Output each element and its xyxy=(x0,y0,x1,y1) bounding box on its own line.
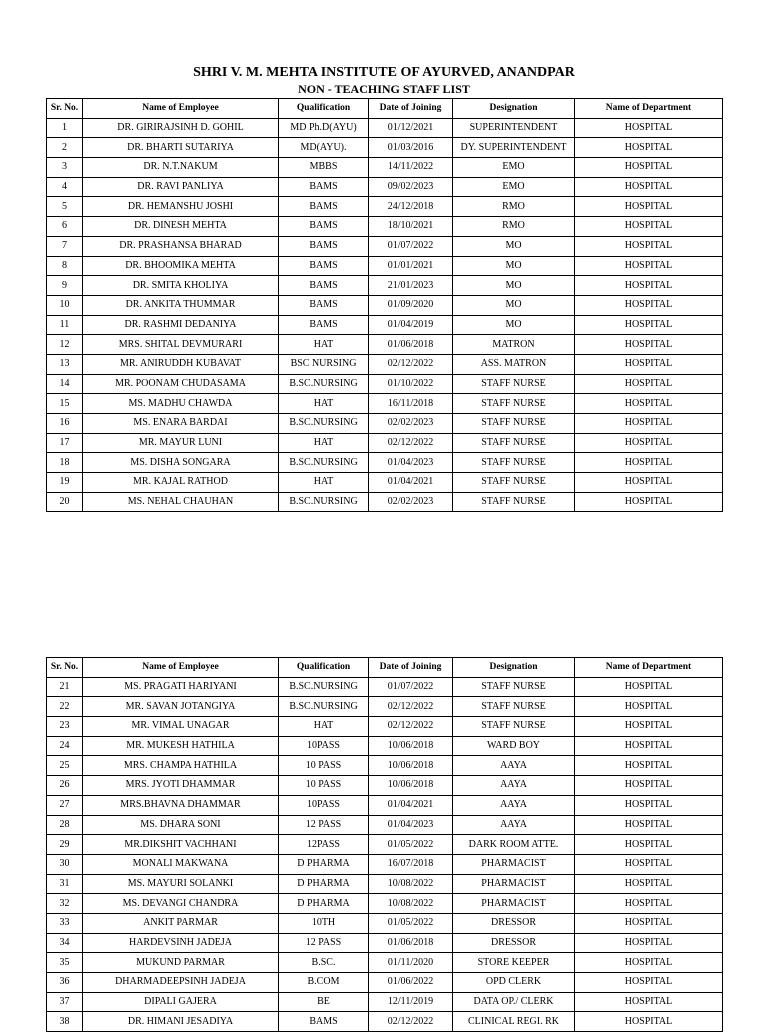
cell-qualification: B.SC.NURSING xyxy=(279,374,369,394)
cell-designation: EMO xyxy=(453,177,575,197)
table-row xyxy=(47,177,723,197)
cell-department: HOSPITAL xyxy=(575,736,723,756)
cell-designation: DRESSOR xyxy=(453,913,575,933)
cell-qualification: HAT xyxy=(279,717,369,737)
table-row xyxy=(47,374,723,394)
cell-date-of-joining: 10/08/2022 xyxy=(369,894,453,914)
cell-employee-name: MRS. CHAMPA HATHILA xyxy=(83,756,279,776)
cell-designation: MO xyxy=(453,295,575,315)
cell-qualification: MD Ph.D(AYU) xyxy=(279,118,369,138)
table-row xyxy=(47,992,723,1012)
cell-sr-no: 20 xyxy=(47,492,83,512)
cell-employee-name: MS. ENARA BARDAI xyxy=(83,414,279,434)
cell-department: HOSPITAL xyxy=(575,295,723,315)
cell-qualification: HAT xyxy=(279,394,369,414)
cell-designation: ASS. MATRON xyxy=(453,354,575,374)
cell-date-of-joining: 02/02/2023 xyxy=(369,414,453,434)
cell-sr-no: 23 xyxy=(47,717,83,737)
table-row xyxy=(47,315,723,335)
cell-qualification: D PHARMA xyxy=(279,854,369,874)
table-row xyxy=(47,874,723,894)
cell-designation: MO xyxy=(453,276,575,296)
cell-qualification: B.SC.NURSING xyxy=(279,414,369,434)
cell-date-of-joining: 02/12/2022 xyxy=(369,1012,453,1032)
cell-employee-name: MUKUND PARMAR xyxy=(83,953,279,973)
cell-date-of-joining: 09/02/2023 xyxy=(369,177,453,197)
cell-sr-no: 3 xyxy=(47,158,83,178)
cell-employee-name: MR. POONAM CHUDASAMA xyxy=(83,374,279,394)
cell-qualification: 10TH xyxy=(279,913,369,933)
cell-date-of-joining: 02/12/2022 xyxy=(369,697,453,717)
cell-qualification: BAMS xyxy=(279,315,369,335)
table-row xyxy=(47,197,723,217)
cell-date-of-joining: 10/06/2018 xyxy=(369,756,453,776)
cell-qualification: HAT xyxy=(279,335,369,355)
cell-department: HOSPITAL xyxy=(575,236,723,256)
cell-designation: AAYA xyxy=(453,776,575,796)
cell-designation: STAFF NURSE xyxy=(453,492,575,512)
cell-date-of-joining: 01/06/2022 xyxy=(369,973,453,993)
cell-date-of-joining: 10/06/2018 xyxy=(369,736,453,756)
cell-designation: MO xyxy=(453,256,575,276)
cell-designation: STAFF NURSE xyxy=(453,394,575,414)
cell-sr-no: 19 xyxy=(47,473,83,493)
cell-qualification: 10 PASS xyxy=(279,756,369,776)
cell-qualification: B.SC.NURSING xyxy=(279,677,369,697)
table-header-row xyxy=(47,658,723,678)
cell-department: HOSPITAL xyxy=(575,894,723,914)
col-header-designation: Designation xyxy=(453,99,575,119)
table-row xyxy=(47,894,723,914)
cell-employee-name: MRS. JYOTI DHAMMAR xyxy=(83,776,279,796)
cell-employee-name: MRS. SHITAL DEVMURARI xyxy=(83,335,279,355)
cell-employee-name: MS. NEHAL CHAUHAN xyxy=(83,492,279,512)
table-row xyxy=(47,815,723,835)
cell-designation: STAFF NURSE xyxy=(453,473,575,493)
cell-qualification: BAMS xyxy=(279,177,369,197)
cell-employee-name: DHARMADEEPSINH JADEJA xyxy=(83,973,279,993)
table-row xyxy=(47,473,723,493)
cell-employee-name: DR. ANKITA THUMMAR xyxy=(83,295,279,315)
page-title: SHRI V. M. MEHTA INSTITUTE OF AYURVED, ANANDPAR xyxy=(193,65,575,80)
cell-date-of-joining: 01/10/2022 xyxy=(369,374,453,394)
cell-employee-name: MRS.BHAVNA DHAMMAR xyxy=(83,795,279,815)
cell-sr-no: 31 xyxy=(47,874,83,894)
cell-sr-no: 18 xyxy=(47,453,83,473)
cell-sr-no: 34 xyxy=(47,933,83,953)
cell-date-of-joining: 18/10/2021 xyxy=(369,217,453,237)
col-header-qualification: Qualification xyxy=(279,658,369,678)
cell-designation: STAFF NURSE xyxy=(453,677,575,697)
table-row xyxy=(47,854,723,874)
cell-qualification: B.COM xyxy=(279,973,369,993)
cell-designation: MATRON xyxy=(453,335,575,355)
cell-designation: AAYA xyxy=(453,795,575,815)
cell-qualification: 12 PASS xyxy=(279,815,369,835)
table-row xyxy=(47,295,723,315)
cell-designation: AAYA xyxy=(453,756,575,776)
cell-sr-no: 21 xyxy=(47,677,83,697)
cell-date-of-joining: 02/12/2022 xyxy=(369,717,453,737)
table-row xyxy=(47,217,723,237)
cell-date-of-joining: 24/12/2018 xyxy=(369,197,453,217)
cell-employee-name: DIPALI GAJERA xyxy=(83,992,279,1012)
cell-qualification: BAMS xyxy=(279,256,369,276)
cell-date-of-joining: 01/04/2023 xyxy=(369,453,453,473)
cell-qualification: BE xyxy=(279,992,369,1012)
table-row xyxy=(47,354,723,374)
cell-date-of-joining: 21/01/2023 xyxy=(369,276,453,296)
cell-date-of-joining: 01/05/2022 xyxy=(369,835,453,855)
cell-sr-no: 6 xyxy=(47,217,83,237)
cell-designation: DARK ROOM ATTE. xyxy=(453,835,575,855)
cell-sr-no: 37 xyxy=(47,992,83,1012)
cell-department: HOSPITAL xyxy=(575,492,723,512)
cell-date-of-joining: 01/07/2022 xyxy=(369,236,453,256)
cell-date-of-joining: 01/04/2021 xyxy=(369,473,453,493)
cell-designation: PHARMACIST xyxy=(453,854,575,874)
cell-sr-no: 10 xyxy=(47,295,83,315)
cell-department: HOSPITAL xyxy=(575,276,723,296)
col-header-department: Name of Department xyxy=(575,99,723,119)
cell-department: HOSPITAL xyxy=(575,177,723,197)
cell-employee-name: MS. DHARA SONI xyxy=(83,815,279,835)
cell-designation: SUPERINTENDENT xyxy=(453,118,575,138)
table-row xyxy=(47,1012,723,1032)
cell-sr-no: 15 xyxy=(47,394,83,414)
cell-qualification: B.SC. xyxy=(279,953,369,973)
cell-sr-no: 29 xyxy=(47,835,83,855)
cell-sr-no: 7 xyxy=(47,236,83,256)
cell-qualification: MBBS xyxy=(279,158,369,178)
table-row xyxy=(47,256,723,276)
cell-department: HOSPITAL xyxy=(575,354,723,374)
table-row xyxy=(47,835,723,855)
cell-department: HOSPITAL xyxy=(575,677,723,697)
cell-designation: RMO xyxy=(453,197,575,217)
cell-designation: DATA OP./ CLERK xyxy=(453,992,575,1012)
cell-employee-name: MR. ANIRUDDH KUBAVAT xyxy=(83,354,279,374)
cell-employee-name: MR. VIMAL UNAGAR xyxy=(83,717,279,737)
cell-department: HOSPITAL xyxy=(575,453,723,473)
cell-qualification: BSC NURSING xyxy=(279,354,369,374)
col-header-name: Name of Employee xyxy=(83,99,279,119)
cell-date-of-joining: 01/03/2016 xyxy=(369,138,453,158)
table-row xyxy=(47,158,723,178)
cell-department: HOSPITAL xyxy=(575,756,723,776)
col-header-department: Name of Department xyxy=(575,658,723,678)
table-row xyxy=(47,677,723,697)
table-row xyxy=(47,433,723,453)
table-row xyxy=(47,276,723,296)
cell-sr-no: 5 xyxy=(47,197,83,217)
cell-date-of-joining: 01/04/2021 xyxy=(369,795,453,815)
cell-date-of-joining: 01/11/2020 xyxy=(369,953,453,973)
cell-sr-no: 12 xyxy=(47,335,83,355)
table-row xyxy=(47,717,723,737)
cell-designation: RMO xyxy=(453,217,575,237)
col-header-sr-no: Sr. No. xyxy=(47,658,83,678)
cell-designation: STAFF NURSE xyxy=(453,453,575,473)
cell-qualification: MD(AYU). xyxy=(279,138,369,158)
table-row xyxy=(47,776,723,796)
cell-department: HOSPITAL xyxy=(575,315,723,335)
cell-sr-no: 17 xyxy=(47,433,83,453)
cell-designation: EMO xyxy=(453,158,575,178)
cell-department: HOSPITAL xyxy=(575,933,723,953)
cell-employee-name: DR. DINESH MEHTA xyxy=(83,217,279,237)
cell-date-of-joining: 01/06/2018 xyxy=(369,933,453,953)
cell-sr-no: 35 xyxy=(47,953,83,973)
cell-date-of-joining: 12/11/2019 xyxy=(369,992,453,1012)
cell-date-of-joining: 16/11/2018 xyxy=(369,394,453,414)
cell-employee-name: DR. HIMANI JESADIYA xyxy=(83,1012,279,1032)
cell-sr-no: 2 xyxy=(47,138,83,158)
cell-sr-no: 25 xyxy=(47,756,83,776)
cell-designation: MO xyxy=(453,315,575,335)
cell-department: HOSPITAL xyxy=(575,854,723,874)
cell-date-of-joining: 02/12/2022 xyxy=(369,354,453,374)
cell-department: HOSPITAL xyxy=(575,433,723,453)
cell-sr-no: 22 xyxy=(47,697,83,717)
cell-department: HOSPITAL xyxy=(575,335,723,355)
cell-qualification: D PHARMA xyxy=(279,894,369,914)
cell-date-of-joining: 10/08/2022 xyxy=(369,874,453,894)
col-header-date-of-joining: Date of Joining xyxy=(369,99,453,119)
cell-qualification: BAMS xyxy=(279,295,369,315)
cell-designation: PHARMACIST xyxy=(453,894,575,914)
cell-department: HOSPITAL xyxy=(575,118,723,138)
cell-designation: AAYA xyxy=(453,815,575,835)
cell-date-of-joining: 10/06/2018 xyxy=(369,776,453,796)
cell-department: HOSPITAL xyxy=(575,197,723,217)
cell-date-of-joining: 01/04/2023 xyxy=(369,815,453,835)
cell-department: HOSPITAL xyxy=(575,913,723,933)
cell-department: HOSPITAL xyxy=(575,256,723,276)
table-row xyxy=(47,414,723,434)
cell-sr-no: 9 xyxy=(47,276,83,296)
cell-sr-no: 11 xyxy=(47,315,83,335)
cell-employee-name: DR. RASHMI DEDANIYA xyxy=(83,315,279,335)
cell-date-of-joining: 14/11/2022 xyxy=(369,158,453,178)
cell-employee-name: MR. SAVAN JOTANGIYA xyxy=(83,697,279,717)
cell-employee-name: MR. MUKESH HATHILA xyxy=(83,736,279,756)
cell-qualification: BAMS xyxy=(279,217,369,237)
cell-department: HOSPITAL xyxy=(575,1012,723,1032)
cell-date-of-joining: 01/07/2022 xyxy=(369,677,453,697)
cell-department: HOSPITAL xyxy=(575,973,723,993)
table-row xyxy=(47,236,723,256)
cell-employee-name: DR. SMITA KHOLIYA xyxy=(83,276,279,296)
page-subtitle: NON - TEACHING STAFF LIST xyxy=(298,82,470,96)
cell-sr-no: 28 xyxy=(47,815,83,835)
table-row xyxy=(47,736,723,756)
table-row xyxy=(47,394,723,414)
cell-sr-no: 1 xyxy=(47,118,83,138)
cell-designation: STAFF NURSE xyxy=(453,697,575,717)
cell-employee-name: DR. N.T.NAKUM xyxy=(83,158,279,178)
cell-date-of-joining: 01/04/2019 xyxy=(369,315,453,335)
cell-designation: WARD BOY xyxy=(453,736,575,756)
cell-department: HOSPITAL xyxy=(575,138,723,158)
cell-date-of-joining: 01/05/2022 xyxy=(369,913,453,933)
cell-department: HOSPITAL xyxy=(575,874,723,894)
cell-employee-name: DR. BHARTI SUTARIYA xyxy=(83,138,279,158)
cell-date-of-joining: 01/09/2020 xyxy=(369,295,453,315)
cell-department: HOSPITAL xyxy=(575,835,723,855)
cell-qualification: BAMS xyxy=(279,1012,369,1032)
cell-qualification: 10 PASS xyxy=(279,776,369,796)
col-header-date-of-joining: Date of Joining xyxy=(369,658,453,678)
cell-designation: DY. SUPERINTENDENT xyxy=(453,138,575,158)
cell-qualification: HAT xyxy=(279,473,369,493)
cell-employee-name: MONALI MAKWANA xyxy=(83,854,279,874)
table-row xyxy=(47,973,723,993)
table-row xyxy=(47,453,723,473)
table-row xyxy=(47,697,723,717)
staff-table-2 xyxy=(46,657,723,1032)
table-header-row xyxy=(47,99,723,119)
cell-designation: DRESSOR xyxy=(453,933,575,953)
cell-department: HOSPITAL xyxy=(575,394,723,414)
cell-designation: MO xyxy=(453,236,575,256)
cell-department: HOSPITAL xyxy=(575,953,723,973)
cell-date-of-joining: 02/12/2022 xyxy=(369,433,453,453)
table-row xyxy=(47,335,723,355)
cell-employee-name: DR. HEMANSHU JOSHI xyxy=(83,197,279,217)
cell-employee-name: ANKIT PARMAR xyxy=(83,913,279,933)
cell-qualification: BAMS xyxy=(279,197,369,217)
cell-designation: STAFF NURSE xyxy=(453,433,575,453)
cell-designation: PHARMACIST xyxy=(453,874,575,894)
table-row xyxy=(47,913,723,933)
cell-employee-name: MS. PRAGATI HARIYANI xyxy=(83,677,279,697)
cell-qualification: 12 PASS xyxy=(279,933,369,953)
cell-date-of-joining: 02/02/2023 xyxy=(369,492,453,512)
cell-qualification: B.SC.NURSING xyxy=(279,492,369,512)
cell-designation: STAFF NURSE xyxy=(453,374,575,394)
cell-department: HOSPITAL xyxy=(575,217,723,237)
table-row xyxy=(47,138,723,158)
cell-qualification: 12PASS xyxy=(279,835,369,855)
cell-designation: CLINICAL REGI. RK xyxy=(453,1012,575,1032)
cell-employee-name: DR. BHOOMIKA MEHTA xyxy=(83,256,279,276)
cell-qualification: B.SC.NURSING xyxy=(279,697,369,717)
cell-department: HOSPITAL xyxy=(575,795,723,815)
cell-sr-no: 38 xyxy=(47,1012,83,1032)
cell-employee-name: MS. DEVANGI CHANDRA xyxy=(83,894,279,914)
cell-sr-no: 8 xyxy=(47,256,83,276)
cell-qualification: D PHARMA xyxy=(279,874,369,894)
table-row xyxy=(47,492,723,512)
cell-department: HOSPITAL xyxy=(575,414,723,434)
cell-department: HOSPITAL xyxy=(575,717,723,737)
cell-sr-no: 27 xyxy=(47,795,83,815)
table-row xyxy=(47,756,723,776)
cell-sr-no: 33 xyxy=(47,913,83,933)
cell-employee-name: DR. GIRIRAJSINH D. GOHIL xyxy=(83,118,279,138)
cell-date-of-joining: 16/07/2018 xyxy=(369,854,453,874)
cell-department: HOSPITAL xyxy=(575,158,723,178)
col-header-designation: Designation xyxy=(453,658,575,678)
cell-employee-name: MS. MAYURI SOLANKI xyxy=(83,874,279,894)
table-row xyxy=(47,953,723,973)
cell-sr-no: 36 xyxy=(47,973,83,993)
cell-employee-name: MR. KAJAL RATHOD xyxy=(83,473,279,493)
cell-employee-name: MR.DIKSHIT VACHHANI xyxy=(83,835,279,855)
cell-qualification: B.SC.NURSING xyxy=(279,453,369,473)
cell-department: HOSPITAL xyxy=(575,992,723,1012)
cell-sr-no: 30 xyxy=(47,854,83,874)
cell-employee-name: DR. PRASHANSA BHARAD xyxy=(83,236,279,256)
cell-employee-name: MS. MADHU CHAWDA xyxy=(83,394,279,414)
cell-designation: STAFF NURSE xyxy=(453,717,575,737)
cell-date-of-joining: 01/01/2021 xyxy=(369,256,453,276)
table-row xyxy=(47,118,723,138)
cell-sr-no: 13 xyxy=(47,354,83,374)
staff-table-1 xyxy=(46,98,723,512)
cell-sr-no: 16 xyxy=(47,414,83,434)
cell-sr-no: 14 xyxy=(47,374,83,394)
cell-date-of-joining: 01/12/2021 xyxy=(369,118,453,138)
cell-sr-no: 4 xyxy=(47,177,83,197)
cell-qualification: BAMS xyxy=(279,276,369,296)
cell-employee-name: HARDEVSINH JADEJA xyxy=(83,933,279,953)
cell-department: HOSPITAL xyxy=(575,697,723,717)
cell-designation: STAFF NURSE xyxy=(453,414,575,434)
cell-department: HOSPITAL xyxy=(575,815,723,835)
cell-department: HOSPITAL xyxy=(575,473,723,493)
table-row xyxy=(47,933,723,953)
cell-date-of-joining: 01/06/2018 xyxy=(369,335,453,355)
cell-sr-no: 26 xyxy=(47,776,83,796)
cell-sr-no: 32 xyxy=(47,894,83,914)
cell-qualification: HAT xyxy=(279,433,369,453)
cell-sr-no: 24 xyxy=(47,736,83,756)
cell-designation: OPD CLERK xyxy=(453,973,575,993)
col-header-sr-no: Sr. No. xyxy=(47,99,83,119)
cell-qualification: 10PASS xyxy=(279,795,369,815)
cell-employee-name: MR. MAYUR LUNI xyxy=(83,433,279,453)
cell-designation: STORE KEEPER xyxy=(453,953,575,973)
cell-employee-name: DR. RAVI PANLIYA xyxy=(83,177,279,197)
table-row xyxy=(47,795,723,815)
col-header-name: Name of Employee xyxy=(83,658,279,678)
cell-qualification: BAMS xyxy=(279,236,369,256)
cell-department: HOSPITAL xyxy=(575,374,723,394)
cell-qualification: 10PASS xyxy=(279,736,369,756)
cell-employee-name: MS. DISHA SONGARA xyxy=(83,453,279,473)
cell-department: HOSPITAL xyxy=(575,776,723,796)
col-header-qualification: Qualification xyxy=(279,99,369,119)
